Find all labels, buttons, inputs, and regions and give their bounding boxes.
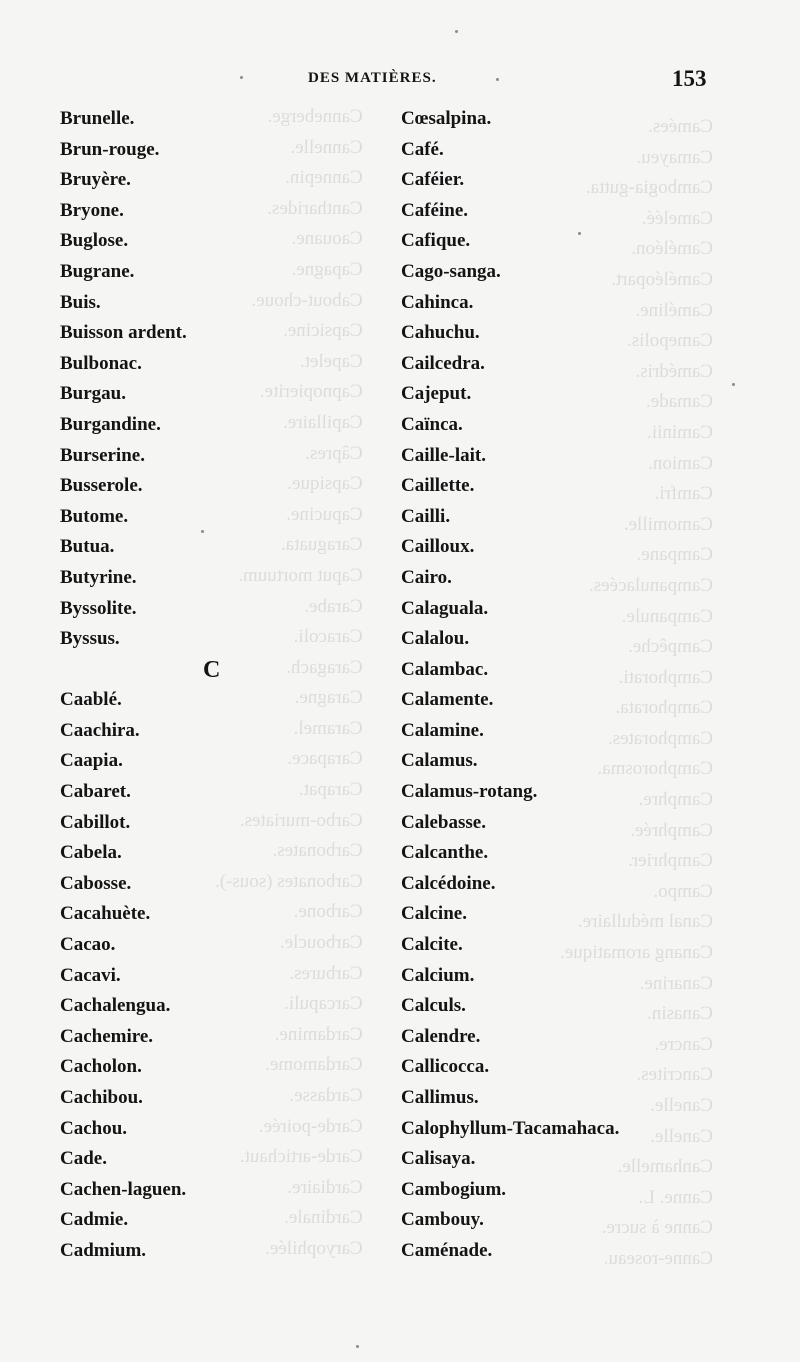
- index-entry: Bryone.: [60, 199, 124, 221]
- index-entry: Cachou.: [60, 1117, 128, 1139]
- index-entry: Café.: [401, 138, 444, 160]
- running-header: DES MATIÈRES.: [308, 70, 437, 86]
- index-entry: Cachibou.: [60, 1087, 143, 1108]
- index-entry: Calalou.: [401, 628, 470, 650]
- index-entry: Cœsalpina.: [401, 108, 492, 129]
- index-entry: Buisson ardent.: [60, 322, 187, 344]
- index-entry: Calophyllum-Tacamahaca.: [401, 1117, 620, 1139]
- index-entry: Cacholon.: [60, 1056, 142, 1078]
- print-speck: [578, 232, 581, 235]
- index-entry: Cadmie.: [60, 1209, 129, 1231]
- index-entry: Calamus-rotang.: [401, 781, 538, 803]
- index-entry: Cahinca.: [401, 291, 474, 313]
- index-entry: Caapia.: [60, 750, 123, 772]
- index-entry: Cabillot.: [60, 811, 131, 833]
- index-entry: Cabaret.: [60, 781, 131, 803]
- index-entry: Cacahuète.: [60, 903, 151, 925]
- index-entry: Cahuchu.: [401, 322, 480, 344]
- section-letter: C: [203, 656, 221, 683]
- index-entry: Burserine.: [60, 444, 145, 466]
- index-entry: Calculs.: [401, 995, 466, 1017]
- index-column-right: [401, 104, 619, 1267]
- index-entry: Buglose.: [60, 230, 129, 252]
- index-entry: Cachemire.: [60, 1025, 154, 1047]
- index-entry: Calcium.: [401, 964, 475, 986]
- index-entry: Callicocca.: [401, 1056, 490, 1078]
- show-through-left: Canneberge. Cannelle. Cannepin. Cantharides. Caouane. Capagne. Cabout-choue. Capsicine. Capelet. Capnopierite. Capillaire. Câpres. Capsique. Capucine. Caraguata. Caput mortuum. Carabe. Caracoli. Caragach. Caragne. Caramel. Carapace. Carapat. Carbo-muriates. Carbonates. Carbonates (sous-). Carbone. Carboucle. Carbures. Carcapuli. Cardamine. Cardamome. Cardasse. Carde-poirée. Carde-artichaut. Cardiaire. Cardinale. Caryophilée.: [215, 106, 363, 1259]
- index-entry: Caillette.: [401, 475, 475, 497]
- print-speck: [240, 76, 243, 79]
- index-entry: Cabosse.: [60, 872, 132, 894]
- index-entry: Caféier.: [401, 169, 465, 191]
- index-entry: Callimus.: [401, 1087, 479, 1108]
- index-entry: Burgandine.: [60, 413, 161, 435]
- index-entry: Calcédoine.: [401, 872, 496, 894]
- index-entry: Caachira.: [60, 719, 140, 741]
- index-entry: Cadmium.: [60, 1239, 147, 1261]
- index-entry: Calcanthe.: [401, 842, 489, 864]
- index-entry: Butome.: [60, 505, 129, 527]
- index-entry: Cachen-laguen.: [60, 1178, 187, 1200]
- index-entry: Butua.: [60, 536, 115, 558]
- index-entry: Bulbonac.: [60, 352, 142, 374]
- index-entry: Caménade.: [401, 1239, 493, 1261]
- print-speck: [201, 530, 204, 533]
- index-entry: Buis.: [60, 291, 101, 313]
- index-entry: Caïnca.: [401, 413, 463, 435]
- index-entry: Bugrane.: [60, 260, 135, 282]
- print-speck: [455, 30, 458, 33]
- index-entry: Butyrine.: [60, 566, 137, 588]
- index-entry: Cabela.: [60, 842, 122, 864]
- index-column-left: [60, 104, 220, 1267]
- index-entry: Cade.: [60, 1148, 107, 1170]
- print-speck: [356, 1345, 359, 1348]
- index-entry: Cachalengua.: [60, 995, 171, 1017]
- index-entry: Cacavi.: [60, 964, 121, 986]
- index-entry: Bruyère.: [60, 169, 131, 191]
- index-entry: Cailcedra.: [401, 352, 485, 374]
- index-entry: Caille-lait.: [401, 444, 486, 466]
- index-entry: Cairo.: [401, 566, 452, 588]
- index-entry: Calamine.: [401, 719, 484, 741]
- index-entry: Brunelle.: [60, 108, 135, 129]
- index-entry: Cago-sanga.: [401, 260, 501, 282]
- index-entry: Calaguala.: [401, 597, 489, 619]
- index-entry: Cajeput.: [401, 383, 472, 405]
- page-number: 153: [672, 66, 707, 91]
- index-entry: Byssolite.: [60, 597, 137, 619]
- index-entry: Cailloux.: [401, 536, 475, 558]
- index-entry: Calebasse.: [401, 811, 486, 833]
- index-entry: Calambac.: [401, 658, 489, 680]
- index-entry: Busserole.: [60, 475, 143, 497]
- index-entry: Calamente.: [401, 689, 494, 711]
- index-entry: Byssus.: [60, 628, 120, 650]
- index-entry: Cafique.: [401, 230, 471, 252]
- index-entry: Calisaya.: [401, 1148, 476, 1170]
- index-entry: Calendre.: [401, 1025, 481, 1047]
- print-speck: [496, 78, 499, 81]
- index-entry: Brun-rouge.: [60, 138, 160, 160]
- index-entry: Cambogium.: [401, 1178, 507, 1200]
- index-entry: Cailli.: [401, 505, 451, 527]
- print-speck: [732, 383, 735, 386]
- index-entry: Burgau.: [60, 383, 126, 405]
- index-entry: Caféine.: [401, 199, 469, 221]
- index-entry: Cacao.: [60, 934, 116, 956]
- index-entry: Caablé.: [60, 689, 122, 711]
- index-entry: Calcite.: [401, 934, 463, 956]
- index-entry: Cambouy.: [401, 1209, 484, 1231]
- show-through-right: Camées. Camayeu. Cambogia-gutta. Cameléé. Caméléon. Caméléopart. Caméline. Camepolis. Camédris. Camade. Caminii. Camion. Camfri. Camomille. Campane. Campanulacées. Campanule. Campêche. Camphorati. Camphorata. Camphorates. Camphorosma. Camphre. Camphrée. Camphrier. Campo. Canal médullaire. Canang aromatique. Canarine. Canasin. Cancre. Cancrites. Canelle. Canelle. Canhamelle. Canne. L. Canne à sucre. Canne-roseau.: [560, 116, 714, 1269]
- index-entry: Calcine.: [401, 903, 467, 925]
- index-entry: Calamus.: [401, 750, 478, 772]
